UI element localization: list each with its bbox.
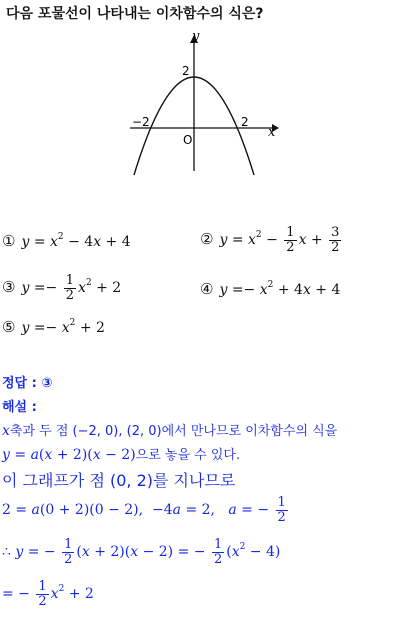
parabola-graph — [120, 28, 280, 178]
option-1[interactable]: ① $y = x^2 - 4x + 4$ — [2, 232, 131, 250]
y-tick-2: 2 — [182, 64, 190, 78]
solution-line-2: y = a(x + 2)(x − 2)으로 놓을 수 있다. — [2, 447, 241, 463]
origin-label: O — [183, 133, 193, 147]
solution-line-6: = − $\frac{1}{2}$ $x^2 + 2$ — [2, 579, 94, 609]
option-3[interactable]: ③ y =− $\frac{1}{2}$ $x^2 + 2$ — [2, 273, 122, 303]
y-axis-label: y — [192, 29, 200, 44]
x-tick-pos2: 2 — [241, 115, 249, 129]
x-tick-neg2: −2 — [132, 115, 150, 129]
solution-line-3: 이 그래프가 점 (0, 2)를 지나므로 — [2, 471, 236, 490]
question-text: 다음 포물선이 나타내는 이차함수의 식은? — [6, 6, 264, 22]
x-axis-label: x — [268, 125, 276, 140]
option-2[interactable]: ② $y = x^2$ − $\frac{1}{2}$ x + $\frac{3}{2}$ — [200, 225, 340, 255]
solution-line-4: 2 = a(0 + 2)(0 − 2), −4a = 2, a = − $\frac{1}{2}$ — [2, 495, 286, 525]
answer-label: 정답 : ③ — [2, 376, 53, 391]
solution-line-5: ∴ y = − $\frac{1}{2}$ (x + 2)(x − 2) = − $\frac{1}{2}$ $(x^2 - 4)$ — [2, 537, 281, 567]
solution-line-1: x축과 두 점 (−2, 0), (2, 0)에서 만나므로 이차함수의 식을 — [2, 423, 338, 439]
option-4[interactable]: ④ $y =- x^2 + 4x + 4$ — [200, 280, 341, 298]
option-5[interactable]: ⑤ $y =- x^2 + 2$ — [2, 318, 105, 336]
solution-header: 해설 : — [2, 400, 37, 415]
